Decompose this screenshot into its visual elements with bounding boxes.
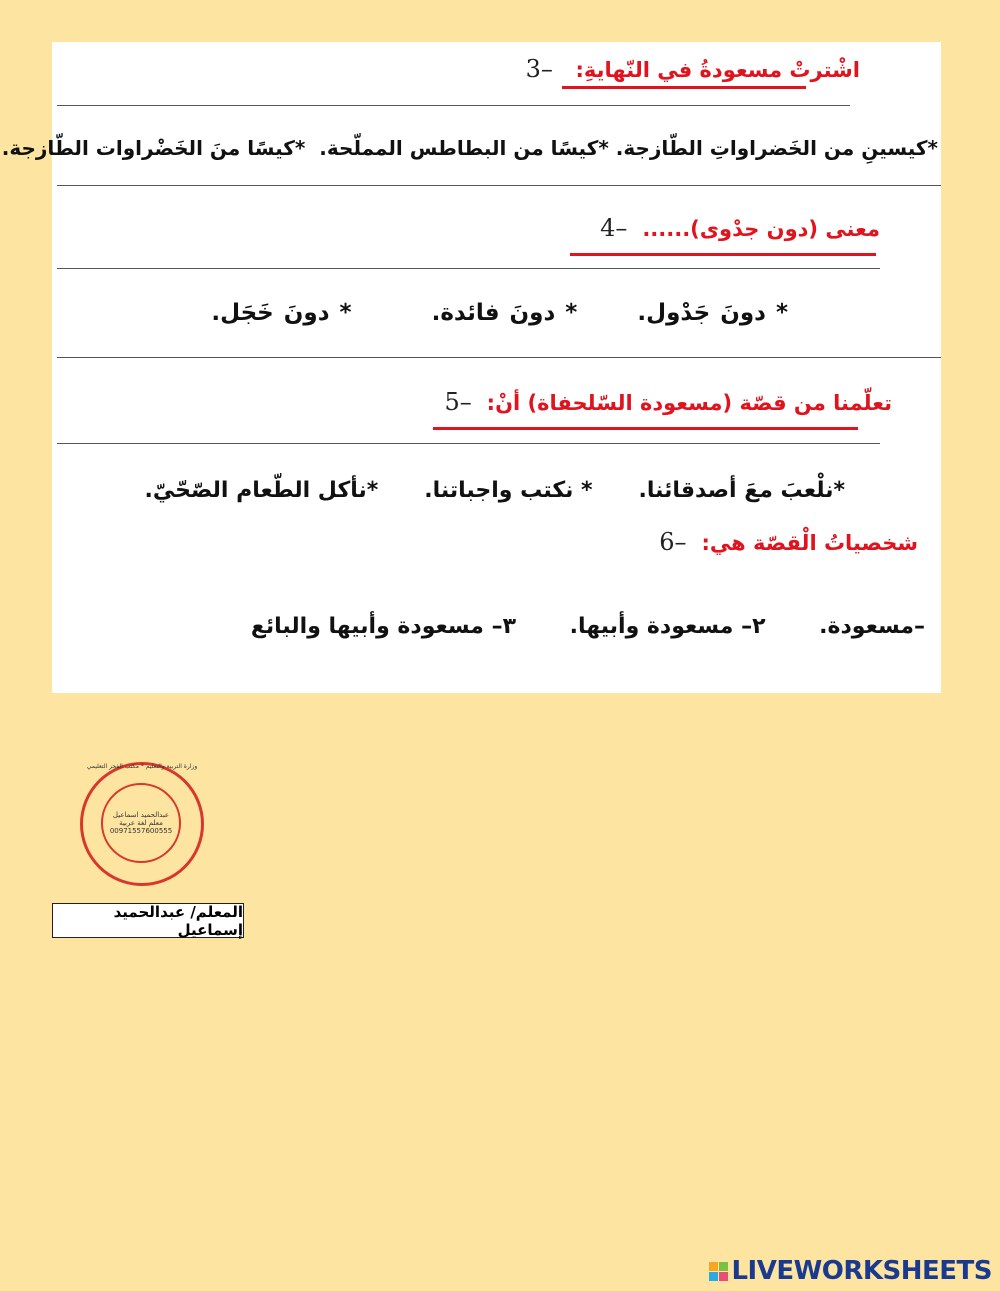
title-underline	[433, 427, 858, 430]
divider	[57, 443, 880, 444]
answer-option[interactable]: *نلْعبَ معَ أصدقائنا.	[638, 478, 845, 503]
stamp-line: 00971557600555	[109, 827, 173, 835]
question-4	[600, 214, 880, 242]
question-6	[659, 528, 918, 556]
question-prompt: معنى (دون جدْوى)......	[642, 217, 880, 241]
question-prompt: شخصياتُ الْقصّة هي:	[701, 531, 918, 555]
teacher-stamp	[80, 762, 204, 886]
divider	[57, 268, 880, 269]
answer-option[interactable]: *كيسًا من البطاطس المملّحة.	[319, 136, 609, 160]
signature-text: المعلم/ عبدالحميد إسماعيل	[113, 902, 243, 939]
title-underline	[570, 253, 876, 256]
question-number: –5	[444, 388, 480, 416]
answer-option[interactable]: ٣– مسعودة وأبيها والبائع	[250, 614, 517, 639]
logo-icon	[709, 1262, 728, 1281]
stamp-line: معلم لغة عربية	[119, 819, 163, 827]
answer-option[interactable]: * دونَ فائدة.	[431, 300, 578, 326]
question-number: –6	[659, 528, 695, 556]
answer-options-4	[211, 300, 788, 326]
divider	[57, 185, 941, 186]
question-number: –3	[525, 55, 569, 83]
answer-option[interactable]: * نكتب واجباتنا.	[424, 478, 593, 503]
question-number: –4	[600, 214, 635, 242]
stamp-line: عبدالحميد اسماعيل	[112, 811, 170, 819]
answer-options-6	[251, 614, 925, 639]
divider	[57, 357, 941, 358]
divider	[57, 105, 850, 106]
liveworksheets-logo[interactable]	[709, 1256, 992, 1286]
answer-option[interactable]: * دونَ جَدْول.	[637, 300, 788, 326]
question-prompt: اشْترتْ مسعودةُ في النّهايةِ:	[575, 58, 860, 82]
answer-option[interactable]: ٢– مسعودة وأبيها.	[569, 614, 766, 639]
stamp-ring-text: وزارة التربية والتعليم * مكتب الفجر التعليمي	[86, 763, 198, 770]
question-prompt: تعلّمنا من قصّة (مسعودة السّلحفاة) أنْ:	[486, 391, 892, 415]
answer-option[interactable]: *نأكل الطّعام الصّحّيّ.	[144, 478, 379, 503]
answer-options-5	[145, 478, 846, 503]
answer-option[interactable]: * دونَ خَجَل.	[211, 300, 352, 326]
answer-options-3	[2, 136, 938, 160]
answer-option[interactable]: *كيسينِ من الخَضراواتِ الطّازجة.	[615, 136, 938, 160]
answer-option[interactable]: –مسعودة.	[819, 614, 925, 639]
teacher-signature	[52, 903, 244, 938]
question-5	[444, 388, 892, 416]
answer-option[interactable]: *كيسًا منَ الخَضْراوات الطّازجة.	[1, 136, 306, 160]
logo-text: LIVEWORKSHEETS	[731, 1256, 992, 1286]
title-underline	[562, 86, 806, 89]
question-3	[526, 55, 860, 83]
